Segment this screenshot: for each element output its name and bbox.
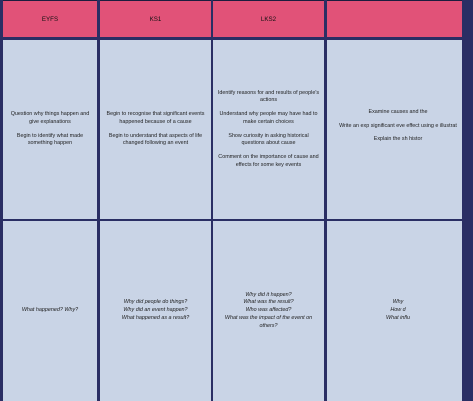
cell-question: What happened as a result? <box>121 314 190 321</box>
cell-text: Comment on the importance of cause and effects for some key events <box>218 153 319 168</box>
cell-text: Begin to identify what made something happen <box>16 132 84 147</box>
cell-question: Why did people do things? <box>123 299 188 306</box>
cell-text: Begin to understand that aspects of life changed following an event <box>108 132 203 147</box>
cell-text: Show curiosity in asking historical questions about cause <box>228 132 309 147</box>
cell-question: What influ <box>386 314 410 321</box>
cell-question: How d <box>390 307 406 314</box>
header-eyfs: EYFS <box>3 0 97 37</box>
header-lks2: LKS2 <box>213 0 324 37</box>
cell-ks1-questions <box>100 221 211 401</box>
cell-text: Begin to recognise that significant events happened because of a cause <box>106 111 205 125</box>
cell-uks2-skills <box>327 40 462 219</box>
cell-text: Question why things happen and give explanations <box>10 111 90 125</box>
cell-lks2-skills <box>213 40 324 219</box>
cell-question: Who was affected? <box>245 307 292 314</box>
cell-text: Examine causes and the <box>368 108 428 115</box>
cell-inner <box>323 299 473 322</box>
cell-text: Identify reasons for and results of people's actions <box>217 89 320 104</box>
cell-ks1-skills <box>100 40 211 219</box>
cell-inner <box>323 109 473 150</box>
cell-eyfs-skills <box>3 40 97 219</box>
header-uks2 <box>327 0 462 37</box>
cell-question: Why <box>392 299 404 306</box>
cell-eyfs-questions <box>3 221 97 401</box>
cell-question: What happened? Why? <box>21 307 79 314</box>
cell-text: Explain the sh histor <box>373 136 423 143</box>
cell-question: Why did it happen? <box>245 291 292 298</box>
header-ks1: KS1 <box>100 0 211 37</box>
cell-lks2-questions <box>213 221 324 401</box>
cell-question: What was the result? <box>243 299 294 306</box>
cell-question: Why did an event happen? <box>123 307 188 314</box>
cell-question: What was the impact of the event on others? <box>224 314 313 329</box>
cell-uks2-questions <box>327 221 462 401</box>
cell-text: Write an exp significant eve effect using e illustrat <box>339 122 457 129</box>
cell-text: Understand why people may have had to make certain choices <box>219 111 318 125</box>
